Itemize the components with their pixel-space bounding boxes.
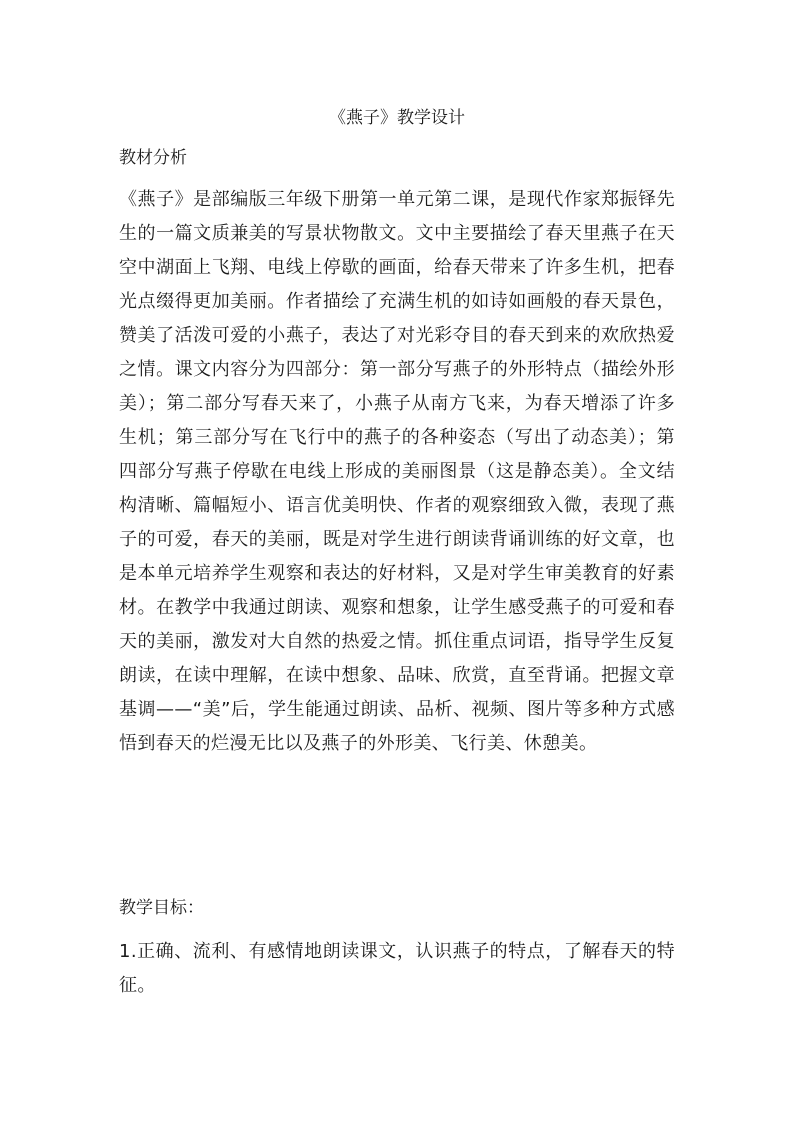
analysis-paragraph: 《燕子》是部编版三年级下册第一单元第二课，是现代作家郑振铎先生的一篇文质兼美的写景状物散文。文中主要描绘了春天里燕子在天空中湖面上飞翔、电线上停歇的画面，给春天带来了许多生机，把春光点缀得更加美丽。作者描绘了充满生机的如诗如画般的春天景色，赞美了活泼可爱的小燕子，表达了对光彩夺目的春天到来的欢欣热爱之情。课文内容分为四部分：第一部分写燕子的外形特点（描绘外形美）；第二部分写春天来了，小燕子从南方飞来，为春天增添了许多生机；第三部分写在飞行中的燕子的各种姿态（写出了动态美）；第四部分写燕子停歇在电线上形成的美丽图景（这是静态美）。全文结构清晰、篇幅短小、语言优美明快、作者的观察细致入微，表现了燕子的可爱，春天的美丽，既是对学生进行朗读背诵训练的好文章，也是本单元培养学生观察和表达的好材料，又是对学生审美教育的好素材。在教学中我通过朗读、观察和想象，让学生感受燕子的可爱和春天的美丽，激发对大自然的热爱之情。抓住重点词语，指导学生反复朗读，在读中理解，在读中想象、品味、欣赏，直至背诵。把握文章基调——“美”后，学生能通过朗读、品析、视频、图片等多种方式感悟到春天的烂漫无比以及燕子的外形美、飞行美、休憩美。 (119, 189, 675, 754)
section-heading-goals: 教学目标： (119, 898, 204, 918)
goal-item: 1.正确、流利、有感情地朗读课文，认识燕子的特点，了解春天的特征。 (119, 941, 675, 996)
document-title: 《燕子》教学设计 (329, 108, 465, 128)
section-heading-analysis: 教材分析 (119, 148, 187, 168)
